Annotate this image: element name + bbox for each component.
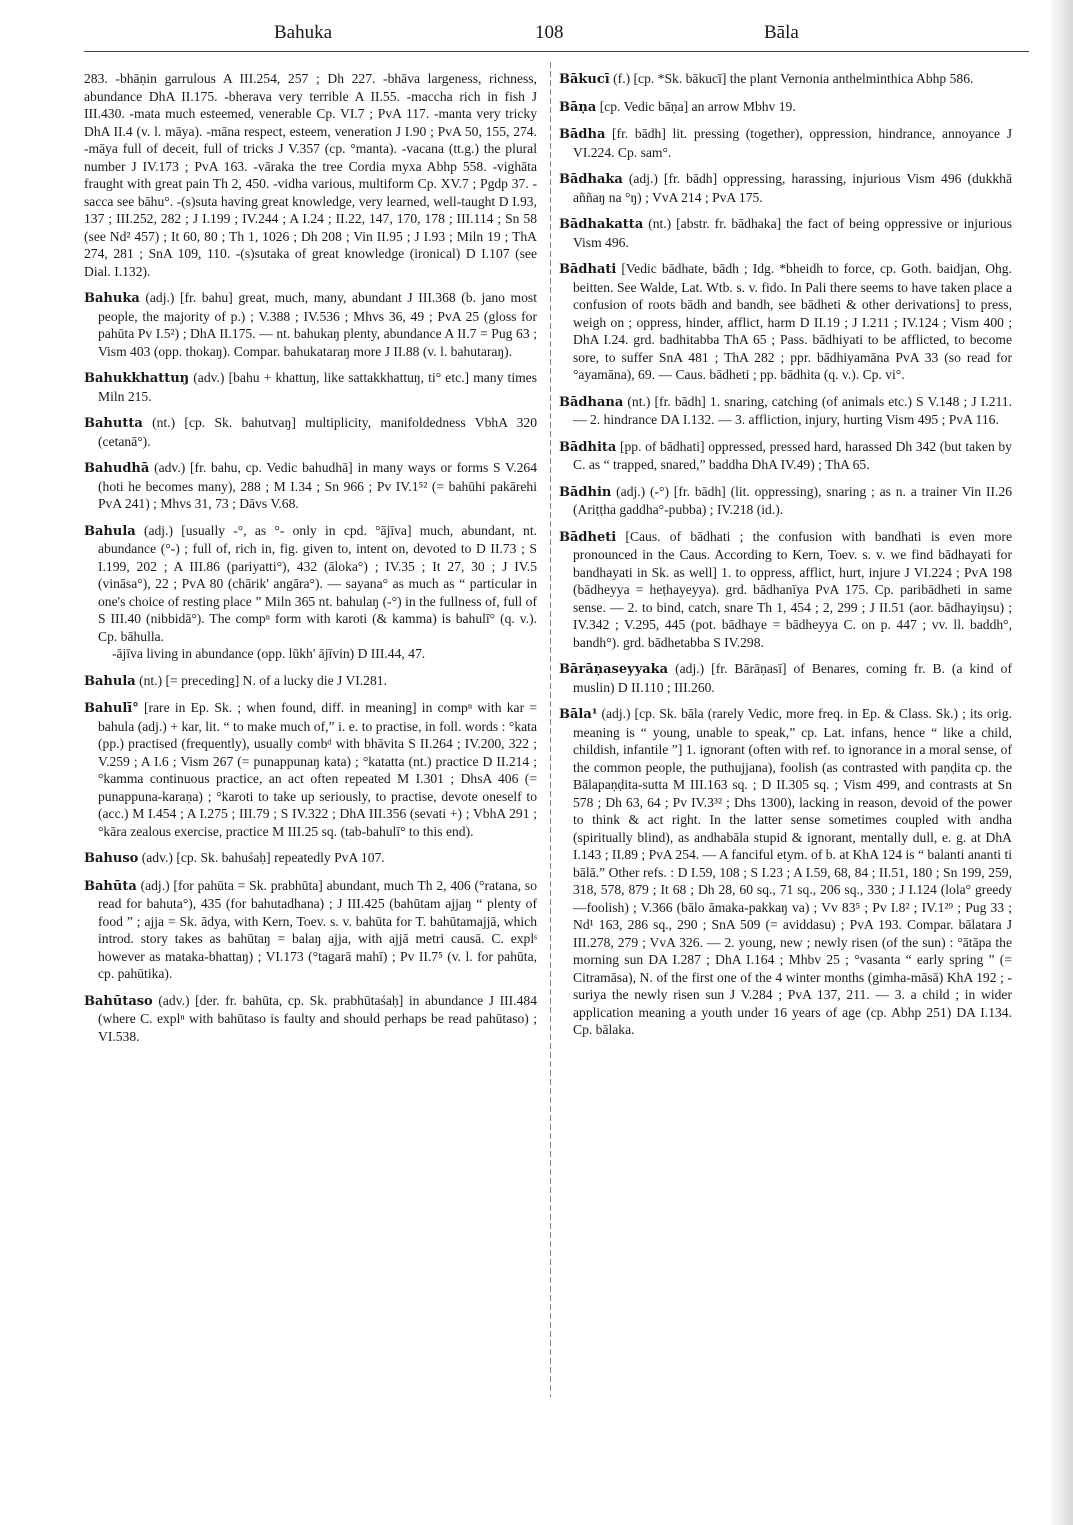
entry-text: (adj.) [fr. bahu] great, much, many, abundant J III.368 (b. jano most people, the majority of p.) ; V.388 ; IV.536 ; Mhvs 36, 49 ; PvA 25 (gloss for pahūta Pv I.5²) ; DhA II.175. — nt. bahukaŋ plenty, abundance A II.7 = Pug 63 ; Vism 403 (opp. thokaŋ). Compar. bahukataraŋ more J II.88 (v. l. bahutaraŋ). bbox=[98, 290, 537, 359]
headword: Bādhaka bbox=[559, 172, 623, 187]
dictionary-entry bbox=[559, 483, 1012, 519]
headword: Bahulī° bbox=[84, 701, 139, 716]
dictionary-entry bbox=[559, 260, 1012, 384]
dictionary-entry bbox=[84, 522, 537, 663]
column-divider bbox=[550, 62, 551, 1397]
entry-text: (adv.) [cp. Sk. bahuśaḥ] repeatedly PvA 107. bbox=[141, 850, 385, 865]
page-number: 108 bbox=[535, 22, 564, 43]
dictionary-entry bbox=[84, 70, 537, 280]
dictionary-entry bbox=[559, 125, 1012, 161]
headword: Bākucī bbox=[559, 72, 610, 87]
entry-text: [pp. of bādhati] oppressed, pressed hard, harassed Dh 342 (but taken by C. as “ trapped, snared,” baddha DhA IV.49) ; ThA 65. bbox=[573, 438, 1012, 472]
entry-text: (f.) [cp. *Sk. bākucī] the plant Vernonia anthelminthica Abhp 586. bbox=[613, 71, 974, 86]
entry-text: [fr. bādh] lit. pressing (together), oppression, hindrance, annoyance J VI.224. Cp. sam°. bbox=[573, 126, 1012, 160]
headword: Bāla¹ bbox=[559, 707, 598, 722]
entry-text: (adj.) [usually -°, as °- only in cpd. °ājīva] much, abundant, nt. abundance (°-) ; full of, rich in, fig. given to, intent on, devoted to D II.73 ; S I.199, 202 ; A III.86 (pariyatti°), 432 (āloka°) ; IV.35 ; It 27, 30 ; J IV.5 (vināsa°), 22 ; PvA 80 (chārik' angāra°). — sayana° as much as “ particular in one's choice of resting place ” Miln 365 nt. bahulaŋ (-°) in the fullness of, full of S III.40 (nibbidā°). The compⁿ form with karoti (& kamma) is bahulī° (q. v.). Cp. bāhulla. bbox=[98, 522, 537, 644]
headword: Bādheti bbox=[559, 529, 617, 545]
dictionary-entry bbox=[559, 660, 1012, 696]
headword: Bahutta bbox=[84, 416, 143, 431]
headword: Bādhita bbox=[559, 439, 617, 455]
headword: Bāṇa bbox=[559, 99, 597, 115]
dictionary-entry bbox=[84, 459, 537, 513]
entry-text: [cp. Vedic bāṇa] an arrow Mbhv 19. bbox=[599, 98, 796, 114]
headword: Bādhana bbox=[559, 394, 624, 410]
entry-text: (nt.) [abstr. fr. bādhaka] the fact of being oppressive or injurious Vism 496. bbox=[573, 216, 1012, 250]
entry-text: (adv.) [bahu + khattuŋ, like sattakkhattuŋ, ti° etc.] many times Miln 215. bbox=[98, 370, 537, 404]
entry-text: (nt.) [= preceding] N. of a lucky die J VI.281. bbox=[139, 672, 387, 688]
entry-text: (nt.) [fr. bādh] 1. snaring, catching (of animals etc.) S V.148 ; J I.211. — 2. hindrance DA I.132. — 3. affliction, injury, hurting Vism 495 ; PvA 116. bbox=[573, 393, 1012, 427]
header-rule bbox=[84, 51, 1029, 52]
sub-entry: -ājīva living in abundance (opp. lūkh' ājīvin) D III.44, 47. bbox=[112, 646, 426, 661]
dictionary-entry bbox=[84, 699, 537, 840]
headword: Bahuso bbox=[84, 851, 139, 866]
dictionary-entry bbox=[84, 992, 537, 1046]
page-edge-shadow bbox=[1051, 0, 1073, 1525]
left-guide-word: Bahuka bbox=[274, 22, 333, 43]
dictionary-entry bbox=[559, 98, 1012, 117]
headword: Bahukkhattuŋ bbox=[84, 371, 190, 386]
dictionary-entry bbox=[559, 215, 1012, 251]
dictionary-entry bbox=[559, 705, 1012, 1039]
dictionary-entry bbox=[559, 393, 1012, 429]
headword: Bahula bbox=[84, 523, 136, 539]
entry-text: (nt.) [cp. Sk. bahutvaŋ] multiplicity, manifoldedness VbhA 320 (cetanā°). bbox=[98, 415, 537, 449]
headword: Bahula bbox=[84, 673, 136, 689]
entry-text: 283. -bhāṇin garrulous A III.254, 257 ; Dh 227. -bhāva largeness, richness, abundance DhA II.175. -bherava very terrible A II.55. -maccha rich in fish J III.430. -mata much esteemed, venerable Cp. VI.7 ; PvA 117. -manta very tricky DhA II.4 (v. l. māya). -māna respect, esteem, veneration J I.90 ; PvA 50, 155, 274. -māya full of deceit, full of tricks J V.357 (cp. °manta). -vacana (tt.g.) the plural number J IV.173 ; PvA 163. -vāraka the tree Cordia myxa Abhp 558. -vighāta fraught with great pain Th 2, 450. -vidha various, multiform Cp. XV.7 ; Pgdp 37. -sacca see bāhu°. -(s)suta having great knowledge, very learned, well-taught D I.93, 137 ; III.252, 282 ; J I.199 ; IV.244 ; A I.24 ; II.22, 147, 170, 178 ; III.114 ; Sn 58 (see Nd² 457) ; It 60, 80 ; Th 1, 1026 ; Dh 208 ; Vin II.95 ; J I.93 ; Miln 19 ; ThA 274, 281 ; SnA 109, 110. -(s)sutaka of great knowledge (ironical) D I.107 (see Dial. I.132). bbox=[84, 71, 537, 279]
entry-text: [Vedic bādhate, bādh ; Idg. *bheidh to force, cp. Goth. baidjan, Ohg. beitten. See Walde, Lat. Wtb. s. v. fido. In Pali there seems to have taken place a confusion of roots bādh and bandh, see bādheti & other derivations] to press, weigh on ; oppress, hinder, afflict, harm D II.19 ; J I.211 ; IV.124 ; Vism 400 ; DhA I.24. grd. badhitabba ThA 65 ; Pass. bādhiyati to be afflicted, to become sore, to suffer SnA 481 ; ThA 282 ; ppr. bādhiyamāna PvA 33 (so read for °ayamāna), 69. — Caus. bādheti ; pp. bādhita (q. v.). Cp. vi°. bbox=[573, 261, 1012, 382]
headword: Bādhin bbox=[559, 484, 612, 500]
headword: Bādha bbox=[559, 127, 606, 142]
dictionary-entry bbox=[84, 369, 537, 405]
dictionary-entry bbox=[84, 849, 537, 868]
headword: Bahudhā bbox=[84, 461, 150, 476]
entry-text: [Caus. of bādhati ; the confusion with bandhati is even more pronounced in the Caus. According to Kern, Toev. s. v. we find bādhayati for bandhayati in Sk. as well] 1. to oppress, afflict, hurt, injure J VI.224 ; PvA 198 (bādheyya = heṭhayeyya). grd. bādhanīya PvA 175. Cp. paribādheti in same sense. — 2. to bind, catch, snare Th 1, 454 ; 2, 299 ; J II.51 (aor. bādhayiŋsu) ; IV.342 ; V.295, 445 (pot. bādhaye = bādheyya C. on p. 447 ; vv. ll. baddh°, bandh°). grd. bādhetabba S IV.298. bbox=[573, 528, 1012, 650]
entry-text: (adj.) [for pahūta = Sk. prabhūta] abundant, much Th 2, 406 (°ratana, so read for bahuta°), 435 (for bahutadhana) ; J III.425 (bahūtam ajjaŋ “ plenty of food ” ; ajja = Sk. ādya, with Kern, Toev. s. v. bahūta for T. bahūtamajjā, which introd. story takes as bahūtaŋ = balaŋ ajja, with ajjā metri causā. C. explˢ however as mataka-bhattaŋ) ; VI.173 (°tagarā mahī) ; Pv II.7⁵ (v. l. for pahūta, cp. pahūtika). bbox=[98, 877, 537, 981]
headword: Bahūta bbox=[84, 878, 137, 894]
right-guide-word: Bāla bbox=[764, 22, 799, 43]
headword: Bahūtaso bbox=[84, 993, 153, 1009]
headword: Bārāṇaseyyaka bbox=[559, 662, 669, 677]
entry-text: (adj.) (-°) [fr. bādh] (lit. oppressing), snaring ; as n. a trainer Vin II.26 (Ariṭṭha gaddha°-pubba) ; IV.218 (id.). bbox=[573, 483, 1012, 517]
entry-text: (adj.) [cp. Sk. bāla (rarely Vedic, more freq. in Ep. & Class. Sk.) ; its orig. meaning is “ young, unable to speak,” cp. Lat. infans, hence “ like a child, childish, infantile ”] 1. ignorant (often with ref. to ignorance in a moral sense, of the common people, the puthujjana), foolish (as contrasted with paṇḍita cp. the Bālapaṇḍita-sutta M III.163 sq. ; D II.305 sq. ; Vism 499, and contrasts at Sn 578 ; Dh 63, 64 ; Pv IV.3³² ; Dhs 1300), lacking in reason, devoid of the power to think & act right. In the latter sense sometimes coupled with andha (spiritually blind), as andhabāla stupid & ignorant, mentally dull, e. g. at DhA I.143 ; II.89 ; PvA 254. — A fanciful etym. of b. at KhA 124 is “ balanti ananti ti bālā.” Other refs. : D I.59, 108 ; S I.23 ; A I.59, 68, 84 ; II.51, 180 ; Sn 199, 259, 318, 578, 879 ; It 68 ; Dh 28, 60 sq., 71 sq., 206 sq., 330 ; J I.124 (lola° greedy—foolish) ; V.366 (bālo āmaka-pakkaŋ va) ; Vv 83⁵ ; Pv I.8² ; IV.1²⁹ ; Pug 33 ; Nd¹ 163, 286 sq., 290 ; SnA 509 (= aviddasu) ; PvA 193. Compar. bālatara J III.278, 279 ; VvA 326. — 2. young, new ; newly risen (of the sun) : °ātāpa the morning sun DA I.287 ; DhA I.164 ; Mhbv 25 ; °vasanta “ early spring ” (= Citramāsa), N. of the first one of the 4 winter months (gimha-māsā) KhA 192 ; -suriya the newly risen sun J V.284 ; PvA 137, 211. — 3. a child ; in wider application meaning a youth under 16 years of age (cp. Abhp 251) DA I.134. Cp. bālaka. bbox=[573, 706, 1012, 1037]
left-column bbox=[84, 70, 537, 1054]
dictionary-entry bbox=[559, 170, 1012, 206]
headword: Bādhakatta bbox=[559, 217, 644, 232]
dictionary-entry bbox=[559, 528, 1012, 652]
dictionary-entry bbox=[84, 672, 537, 691]
dictionary-entry bbox=[84, 877, 537, 983]
headword: Bahuka bbox=[84, 291, 140, 306]
dictionary-entry bbox=[84, 414, 537, 450]
entry-text: (adj.) [fr. bādh] oppressing, harassing, injurious Vism 496 (dukkhā aññaŋ na °ŋ) ; VvA 214 ; PvA 175. bbox=[573, 171, 1012, 205]
headword: Bādhati bbox=[559, 262, 617, 277]
dictionary-entry bbox=[559, 438, 1012, 474]
entry-text: (adv.) [der. fr. bahūta, cp. Sk. prabhūtaśaḥ] in abundance J III.484 (where C. explⁿ with bahūtaso is faulty and should perhaps be read pahūtaso) ; VI.538. bbox=[98, 992, 537, 1044]
dictionary-entry bbox=[84, 289, 537, 360]
entry-text: (adj.) [fr. Bārāṇasī] of Benares, coming fr. B. (a kind of muslin) D II.110 ; III.260. bbox=[573, 661, 1012, 695]
dictionary-entry bbox=[559, 70, 1012, 89]
entry-text: [rare in Ep. Sk. ; when found, diff. in meaning] in compⁿ with kar = bahula (adj.) + kar, lit. “ to make much of,” i. e. to practise, in foll. words : °kata (pp.) practised (frequently), usually combᵈ with bhāvita S II.264 ; IV.200, 322 ; V.259 ; A I.6 ; Vism 267 (= punappunaŋ kata) ; °katatta (nt.) practice D II.214 ; °kamma continuous practice, an act often repeated M I.301 ; DhsA 406 (= punappuna-karaṇa) ; °karoti to take up seriously, to practise, devote oneself to (acc.) M I.454 ; A I.275 ; III.79 ; S IV.322 ; DhA III.356 (sevati +) ; VbhA 291 ; °kāra zealous exercise, practice M III.25 sq. (tab-bahulī° to this end). bbox=[98, 700, 538, 839]
running-header bbox=[84, 22, 1029, 52]
entry-text: (adv.) [fr. bahu, cp. Vedic bahudhā] in many ways or forms S V.264 (hoti he becomes many), 288 ; M I.34 ; Sn 966 ; Pv IV.1⁵² (= bahūhi pakārehi PvA 241) ; Mhvs 31, 73 ; Dāvs V.68. bbox=[98, 460, 537, 511]
right-column bbox=[559, 70, 1012, 1048]
